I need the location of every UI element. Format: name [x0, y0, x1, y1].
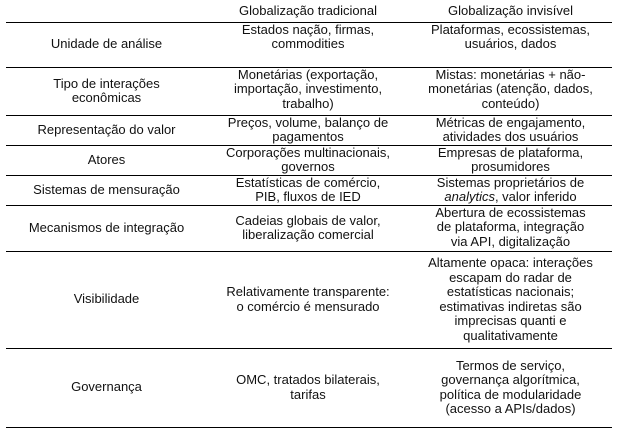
cell-invisible: Altamente opaca: interações escapam do radar de estatísticas nacionais; estimativas indiretas são imprecisas quanti e qualitativamente: [409, 251, 612, 348]
table-row: [6, 115, 612, 145]
table-row: [6, 251, 612, 348]
row-label: Representação do valor: [6, 115, 207, 145]
cell-traditional: Preços, volume, balanço de pagamentos: [207, 115, 409, 145]
header-cell-traditional: Globalização tradicional: [207, 3, 409, 22]
cell-invisible: Empresas de plataforma, prosumidores: [409, 145, 612, 175]
table-row: [6, 175, 612, 205]
row-label: Sistemas de mensuração: [6, 175, 207, 205]
cell-invisible-text-end: , valor inferido: [494, 189, 577, 204]
cell-invisible: Métricas de engajamento, atividades dos usuários: [409, 115, 612, 145]
row-label: Unidade de análise: [6, 22, 207, 67]
cell-invisible-text: Sistemas proprietários de: [436, 175, 585, 190]
cell-invisible-italic: analytics: [444, 189, 495, 204]
cell-traditional: Estatísticas de comércio, PIB, fluxos de IED: [207, 175, 409, 205]
table-row: [6, 145, 612, 175]
cell-invisible: Mistas: monetárias + não- monetárias (atenção, dados, conteúdo): [409, 67, 612, 115]
header-row: [6, 3, 612, 22]
cell-traditional: Corporações multinacionais, governos: [207, 145, 409, 175]
table-row: [6, 22, 612, 67]
row-label: Tipo de interações econômicas: [6, 67, 207, 115]
cell-traditional: Monetárias (exportação, importação, investimento, trabalho): [207, 67, 409, 115]
cell-traditional: Estados nação, firmas, commodities: [207, 22, 409, 67]
header-cell-dimension: [6, 3, 207, 22]
row-label: Atores: [6, 145, 207, 175]
row-label: Mecanismos de integração: [6, 205, 207, 251]
comparison-table: [6, 3, 612, 428]
table-row: [6, 348, 612, 427]
cell-traditional: OMC, tratados bilaterais, tarifas: [207, 348, 409, 427]
cell-traditional: Relativamente transparente: o comércio é mensurado: [207, 251, 409, 348]
row-label: Governança: [6, 348, 207, 427]
cell-traditional: Cadeias globais de valor, liberalização comercial: [207, 205, 409, 251]
header-cell-invisible: Globalização invisível: [409, 3, 612, 22]
cell-invisible: Plataformas, ecossistemas, usuários, dados: [409, 22, 612, 67]
cell-invisible: Abertura de ecossistemas de plataforma, integração via API, digitalização: [409, 205, 612, 251]
cell-invisible: Termos de serviço, governança algorítmica, política de modularidade (acesso a APIs/dados): [409, 348, 612, 427]
table-row: [6, 67, 612, 115]
row-label: Visibilidade: [6, 251, 207, 348]
cell-invisible: [409, 175, 612, 205]
table-row: [6, 205, 612, 251]
